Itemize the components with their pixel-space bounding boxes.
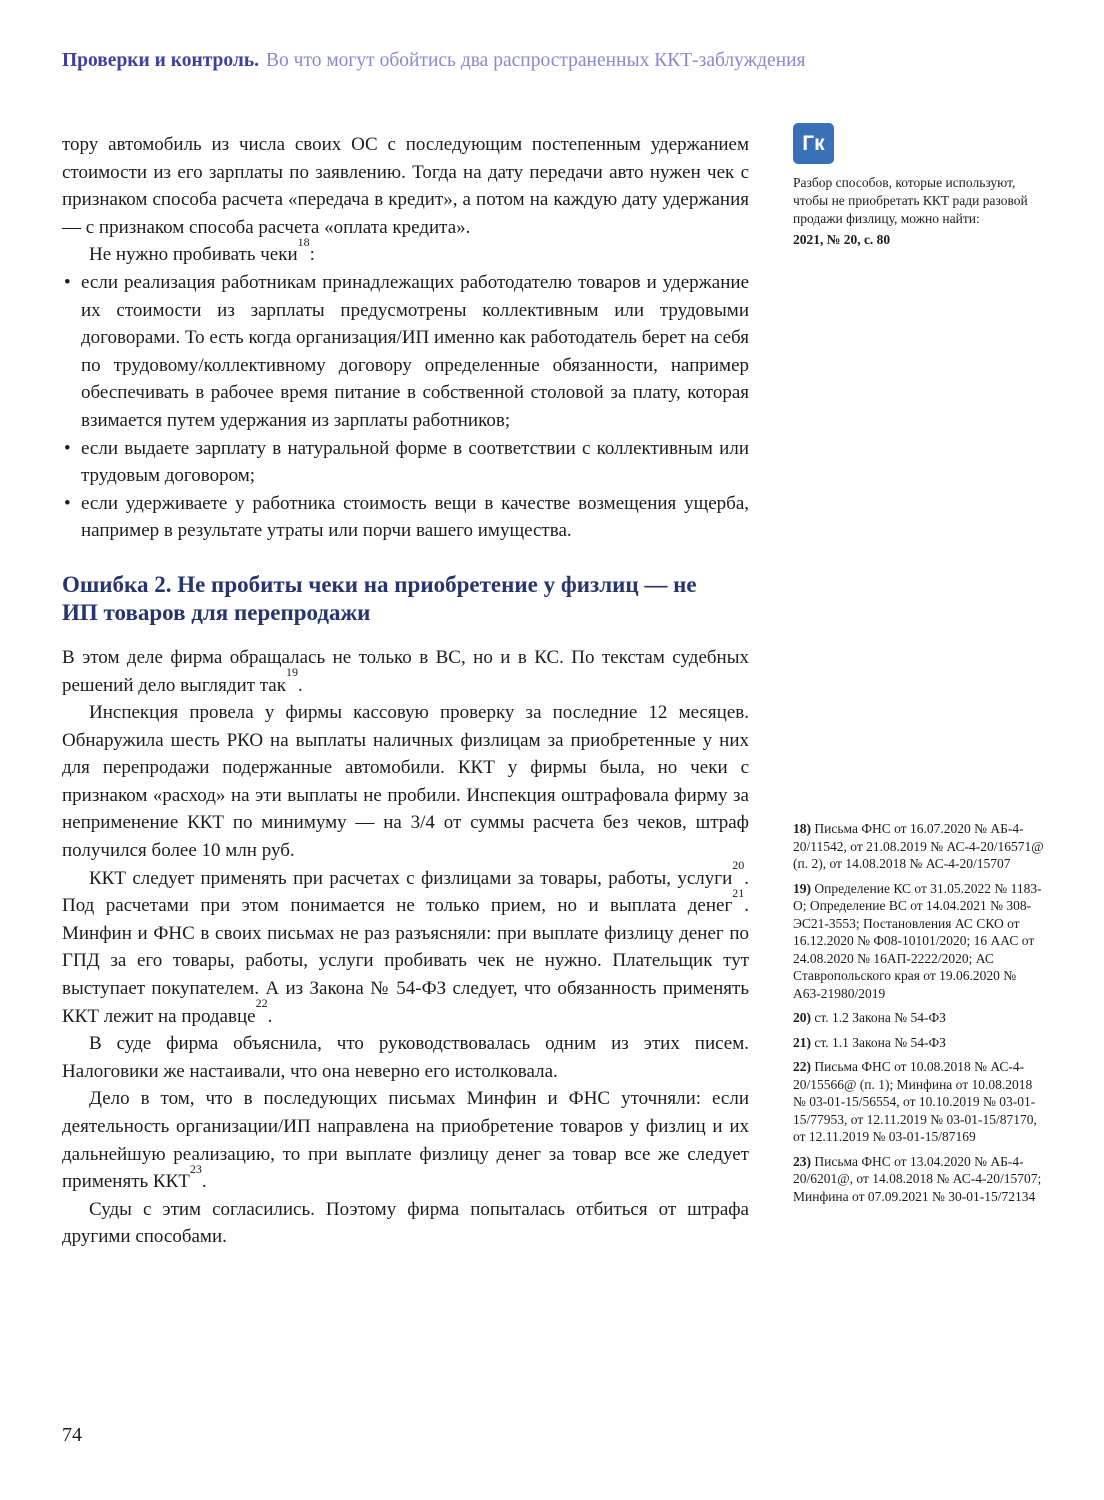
text-segment: . bbox=[201, 1171, 207, 1193]
section-heading: Ошибка 2. Не пробиты чеки на приобретение у физлиц — не ИП товаров для перепродажи bbox=[62, 571, 697, 626]
list-item-text: если выдаете зарплату в натуральной форме в соответствии с коллективным или трудовым договором; bbox=[81, 437, 749, 487]
list-item-text: если удерживаете у работника стоимость вещи в качестве возмещения ущерба, например в результате утраты или порчи вашего имущества. bbox=[81, 492, 749, 542]
text-segment: В этом деле фирма обращалась не только в ВС, но и в КС. По текстам судебных решений дело выглядит так bbox=[62, 646, 749, 696]
footnote-ref-18: 18 bbox=[297, 235, 310, 250]
footnote-text: Письма ФНС от 10.08.2018 № АС-4-20/15566@ (п. 1); Минфина от 10.08.2018 № 03-01-15/56554, от 10.10.2019 № 03-01-15/77953, от 12.11.2019 № 03-01-15/87170, от 12.11.2019 № 03-01-15/87169 bbox=[793, 1059, 1037, 1144]
text-segment: Не нужно пробивать чеки bbox=[89, 244, 298, 266]
paragraph: Инспекция провела у фирмы кассовую проверку за последние 12 месяцев. Обнаружила шесть РКО на выплаты наличных физлицам за приобретенные у них для перепродажи подержанные автомобили. ККТ у фирмы была, но чеки с признаком «расход» на эти выплаты не пробили. Инспекция оштрафовала фирму за неприменение ККТ по минимуму — на 3/4 от суммы расчета без чеков, штраф получился более 10 млн руб. bbox=[62, 702, 749, 862]
footnote-ref-23: 23 bbox=[189, 1161, 202, 1176]
paragraph bbox=[62, 644, 749, 699]
footnote-ref-19: 19 bbox=[285, 665, 298, 680]
bullet-icon: • bbox=[64, 437, 71, 459]
footnote-item bbox=[793, 1034, 1046, 1052]
text-segment: ККТ следует применять при расчетах с физлицами за товары, работы, услуги bbox=[89, 867, 733, 889]
sidebar-reference: 2021, № 20, с. 80 bbox=[793, 232, 891, 247]
footnote-text: ст. 1.2 Закона № 54-ФЗ bbox=[814, 1010, 946, 1025]
footnote-text: Письма ФНС от 13.04.2020 № АБ-4-20/6201@, от 14.08.2018 № АС-4-20/15707; Минфина от 07.09.2021 № 30-01-15/72134 bbox=[793, 1153, 1042, 1204]
header-article-title: Во что могут обойтись два распространенных ККТ-заблуждения bbox=[266, 50, 806, 71]
footnote-ref-20: 20 bbox=[732, 858, 745, 873]
paragraph bbox=[62, 1085, 749, 1195]
page-header bbox=[62, 50, 806, 72]
list-item-text: если реализация работникам принадлежащих работодателю товаров и удержание их стоимости из зарплаты предусмотрены коллективным или трудовыми договорами. То есть когда организация/ИП именно как работодатель берет на себя по трудовому/коллективному договору определенные обязанности, например обеспечивать в рабочее время питание в собственной столовой за плату, которая взимается путем удержания из зарплаты работников; bbox=[81, 271, 749, 431]
page-number: 74 bbox=[62, 1424, 82, 1446]
footnote-number: 23) bbox=[793, 1153, 811, 1169]
footnote-item bbox=[793, 820, 1046, 873]
bullet-list bbox=[62, 269, 749, 545]
footnote-number: 19) bbox=[793, 880, 811, 896]
sidebar bbox=[793, 123, 1046, 249]
footnote-item bbox=[793, 1009, 1046, 1027]
list-item bbox=[62, 435, 749, 490]
paragraph bbox=[62, 858, 749, 1031]
footnote-ref-22: 22 bbox=[255, 996, 268, 1011]
footnote-text: Определение КС от 31.05.2022 № 1183-О; Определение ВС от 14.04.2021 № 308-ЭС21-3553; Постановления АС СКО от 16.12.2020 № Ф08-10101/2020; 16 ААС от 24.08.2020 № 16АП-2222/2020; АС Ставропольского края от 19.06.2020 № А63-21980/2019 bbox=[793, 880, 1042, 1001]
paragraph bbox=[62, 235, 749, 269]
footnote-item bbox=[793, 1153, 1046, 1206]
footnote-number: 22) bbox=[793, 1059, 811, 1074]
gk-logo-text: Гк bbox=[802, 131, 825, 155]
footnote-number: 21) bbox=[793, 1034, 811, 1050]
footnote-ref-21: 21 bbox=[732, 885, 745, 900]
sidebar-note-text: Разбор способов, которые используют, чтобы не приобретать ККТ ради разовой продажи физлицу, можно найти: bbox=[793, 175, 1028, 226]
header-rubric: Проверки и контроль. bbox=[62, 50, 260, 71]
paragraph: тору автомобиль из числа своих ОС с последующим постепенным удержанием стоимости из его зарплаты по заявлению. Тогда на дату передачи авто нужен чек с признаком способа расчета «передача в кредит», а потом на каждую дату удержания — с признаком способа расчета «оплата кредита». bbox=[62, 134, 749, 238]
footnote-item bbox=[793, 1058, 1046, 1146]
footnote-number: 20) bbox=[793, 1010, 811, 1025]
list-item bbox=[62, 269, 749, 435]
article-body bbox=[62, 131, 749, 1251]
list-item bbox=[62, 490, 749, 545]
footnote-text: ст. 1.1 Закона № 54-ФЗ bbox=[814, 1034, 946, 1050]
footnote-item bbox=[793, 880, 1046, 1003]
bullet-icon: • bbox=[64, 271, 71, 293]
footnotes-column bbox=[793, 820, 1046, 1212]
sidebar-note bbox=[793, 174, 1046, 249]
bullet-icon: • bbox=[64, 492, 71, 514]
text-segment: . bbox=[297, 674, 303, 696]
text-segment: : bbox=[309, 244, 315, 266]
gk-magazine-logo-icon bbox=[793, 123, 834, 164]
text-segment: . Под расчетами при этом понимается не только прием, но и выплата денег bbox=[62, 867, 749, 917]
paragraph: В суде фирма объяснила, что руководствовалась одним из этих писем. Налоговики же настаивали, что она неверно его истолковала. bbox=[62, 1033, 749, 1082]
footnote-text: Письма ФНС от 16.07.2020 № АБ-4-20/11542, от 21.08.2019 № АС-4-20/16571@ (п. 2), от 14.08.2018 № АС-4-20/15707 bbox=[793, 821, 1044, 871]
footnote-number: 18) bbox=[793, 821, 811, 836]
text-segment: . Минфин и ФНС в своих письмах не раз разъясняли: при выплате физлицу денег по ГПД за его товары, работы, услуги пробивать чек не нужно. Плательщик тут выступает покупателем. А из Закона № 54-ФЗ следует, что обязанность применять ККТ лежит на продавце bbox=[62, 895, 749, 1027]
paragraph: Суды с этим согласились. Поэтому фирма попыталась отбиться от штрафа другими способами. bbox=[62, 1198, 749, 1248]
text-segment: . bbox=[267, 1005, 273, 1027]
text-segment: Дело в том, что в последующих письмах Минфин и ФНС уточняли: если деятельность организации/ИП направлена на приобретение товаров у физлиц и их дальнейшую реализацию, то при выплате физлицу денег за товар все же следует применять ККТ bbox=[62, 1088, 749, 1193]
